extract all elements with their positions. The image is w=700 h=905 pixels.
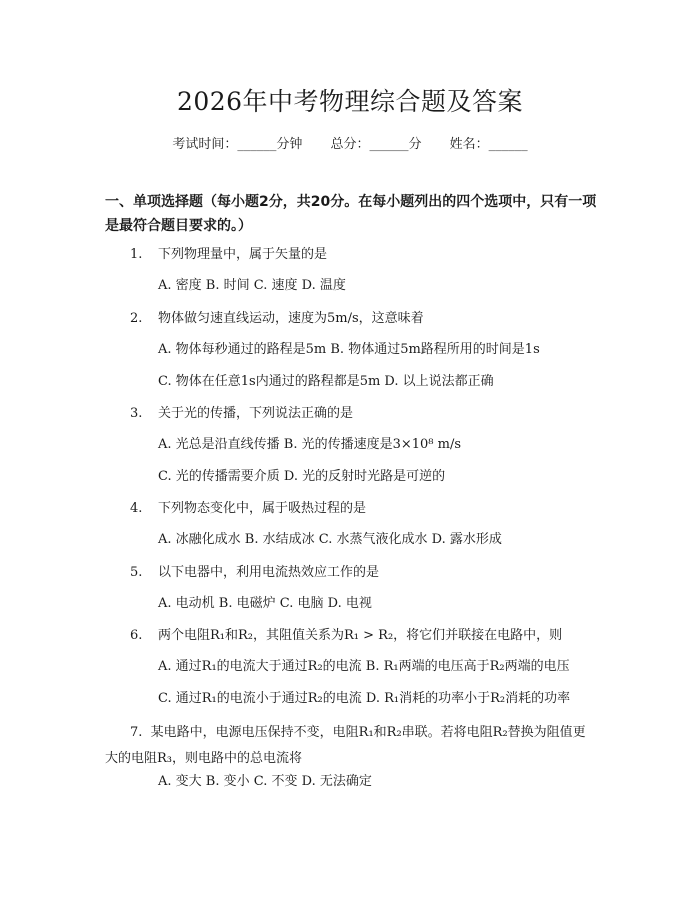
question-7	[105, 720, 595, 772]
question-stem: 以下电器中，利用电流热效应工作的是	[158, 565, 380, 580]
question-6-options-row-1: A. 通过R₁的电流大于通过R₂的电流 B. R₁两端的电压高于R₂两端的电压	[158, 659, 570, 674]
question-number: 2.	[130, 311, 143, 326]
question-1	[130, 245, 327, 265]
question-number: 4.	[130, 501, 143, 516]
question-2-options-row-2: C. 物体在任意1s内通过的路程都是5m D. 以上说法都正确	[158, 374, 494, 389]
question-stem: 某电路中，电源电压保持不变，电阻R₁和R₂串联。若将电阻R₂替换为阻值更大的电阻R₃，则电路中的总电流将	[105, 725, 586, 766]
question-4	[130, 499, 366, 519]
question-stem: 关于光的传播，下列说法正确的是	[158, 406, 354, 421]
question-number: 5.	[130, 565, 143, 580]
question-number: 7.	[130, 725, 143, 740]
question-3-options-row-1: A. 光总是沿直线传播 B. 光的传播速度是3×10⁸ m/s	[158, 437, 462, 452]
question-stem: 物体做匀速直线运动，速度为5m/s，这意味着	[158, 311, 424, 326]
exam-meta	[0, 133, 700, 152]
section-heading: 一、单项选择题（每小题2分，共20分。在每小题列出的四个选项中，只有一项是最符合题目要求的。）	[105, 194, 597, 234]
question-stem: 两个电阻R₁和R₂，其阻值关系为R₁ > R₂，将它们并联接在电路中，则	[158, 628, 563, 643]
exam-time-field: 考试时间：______分钟	[172, 137, 303, 152]
question-stem: 下列物理量中，属于矢量的是	[158, 247, 328, 262]
question-2	[130, 309, 424, 329]
question-3	[130, 404, 353, 424]
question-5	[130, 563, 379, 583]
question-6	[130, 626, 562, 646]
question-number: 3.	[130, 406, 143, 421]
question-5-options: A. 电动机 B. 电磁炉 C. 电脑 D. 电视	[158, 596, 372, 611]
question-6-options-row-2: C. 通过R₁的电流小于通过R₂的电流 D. R₁消耗的功率小于R₂消耗的功率	[158, 691, 571, 706]
name-field: 姓名：______	[449, 137, 528, 152]
question-4-options: A. 冰融化成水 B. 水结成冰 C. 水蒸气液化成水 D. 露水形成	[158, 532, 502, 547]
page-title: 2026年中考物理综合题及答案	[176, 87, 524, 116]
question-1-options: A. 密度 B. 时间 C. 速度 D. 温度	[158, 278, 346, 293]
question-3-options-row-2: C. 光的传播需要介质 D. 光的反射时光路是可逆的	[158, 469, 446, 484]
question-2-options-row-1: A. 物体每秒通过的路程是5m B. 物体通过5m路程所用的时间是1s	[158, 342, 540, 357]
question-7-options: A. 变大 B. 变小 C. 不变 D. 无法确定	[158, 774, 372, 789]
question-stem: 下列物态变化中，属于吸热过程的是	[158, 501, 367, 516]
question-number: 6.	[130, 628, 143, 643]
question-number: 1.	[130, 247, 143, 262]
total-score-field: 总分：______分	[330, 137, 422, 152]
